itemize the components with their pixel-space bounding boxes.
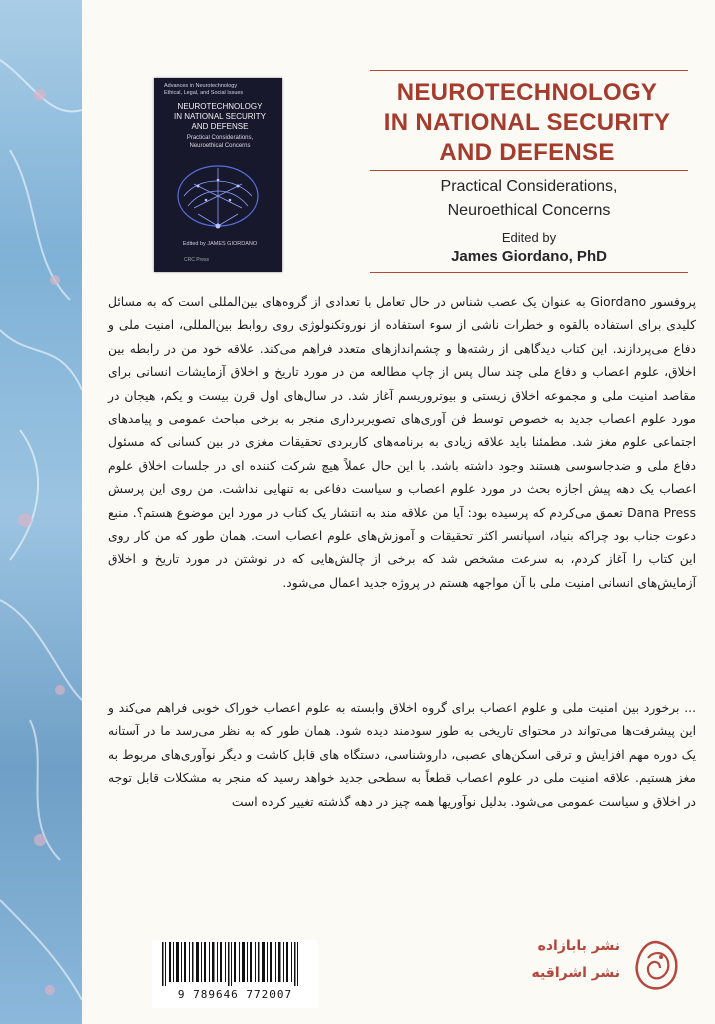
- header-bottom-rule: [370, 272, 688, 273]
- thumbnail-publisher: CRC Press: [184, 257, 210, 263]
- barcode-bars: [160, 942, 310, 986]
- description-paragraph-2: ... برخورد بین امنیت ملی و علوم اعصاب برای گروه اخلاق وابسته به علوم اعصاب خوراک خوبی فراهم می‌کند و این پیشرفت‌ها می‌تواند در محتوای تاریخی به طور سودمند دیده شود. همان طور که به نظر می‌رسد ما در آستانه یک دوره مهم افزایش و ترقی اسکن‌های عصبی، داروشناسی، دستگاه های قابل کاشت و دیگر نوآوری‌های مربوط به مغز هستیم. علاقه امنیت ملی در علوم اعصاب قطعاً به سطحی جدید خواهد رسید که منجر به مشکلات قابل توجه در اخلاق و سیاست عمومی می‌شود. بدلیل نوآوریها همه چیز در دهه گذشته تغییر کرده است: [108, 701, 696, 809]
- book-subtitle: Practical Considerations, Neuroethical Concerns: [440, 178, 618, 219]
- publisher-logo-icon: [632, 940, 680, 992]
- title-bottom-rule: [370, 170, 688, 171]
- publisher-name-2: نشر اشراقیه: [531, 965, 620, 981]
- title-top-rule: [370, 70, 688, 71]
- thumbnail-series: Advances in Neurotechnology Ethical, Legal, and Social Issues: [164, 83, 244, 96]
- editor-name: James Giordano, PhD: [451, 248, 607, 265]
- description-paragraph-1: پروفسور Giordano به عنوان یک عصب شناس در حال تعامل با تعدادی از گروه‌های بین‌المللی است که به مسائل کلیدی برای استفاده بالقوه و خطرات ناشی از سوء استفاده از نوروتکنولوژی روی روابط بین‌المللی، امنیت ملی و دفاع می‌پردازند. این کتاب دیدگاهی از رشته‌ها و چشم‌اندازهای متعدد فراهم می‌کند. علاقه خود من در رابطه بین اخلاق، علوم اعصاب و دفاع ملی چند سال پس از چاپ مطالعه من در مورد تاریخ و اخلاق آزمایشات انسانی برای مقاصد امنیت ملی و مجموعه اخلاق زیستی و بیوتروریسم آغاز شد. در سال‌های اول قرن بیست و یکم، هیجان در مورد علوم اعصاب جدید به خصوص توسط فن آوری‌های تصویربرداری منجر به برخی مباحث عمومی و پیامدهای اجتماعی علوم مغز شد. مطمئنا باید علاقه زیادی به برنامه‌های کاربردی تحقیقات مغزی در بین کسانی که مسئول دفاع ملی و ضدجاسوسی هستند وجود داشته باشد. با این حال عملاً هیچ شرکت کننده ای در جلسات اخلاق علوم اعصاب یک دهه پیش اجازه بحث در مورد علوم اعصاب و سیاست دفاعی به تنهایی نداشت. من روی این پرسش Dana Press تعمق می‌کردم که پرسیده بود: آیا من علاقه مند به انتشار یک کتاب در مورد این موضوع هستم؟. منبع دعوت جناب بود چراکه بنیاد، اسپانسر اکثر تحقیقات و آموزش‌های علوم اعصاب است. همان طور که من کار روی این کتاب را آغاز کردم، به سرعت مشخص شد که برخی از چالش‌هایی که در نوشتن در مورد تاریخ و اخلاق آزمایش‌های انسانی امنیت ملی با آن مواجهه هستم در پروژه جدید اعمال می‌شود.: [108, 295, 696, 590]
- thumbnail-title: NEUROTECHNOLOGY IN NATIONAL SECURITY AND DEFENSE: [173, 102, 266, 131]
- book-cover-thumbnail: [154, 78, 282, 272]
- brain-illustration: [154, 156, 282, 240]
- isbn-number: 9 789646 772007: [177, 988, 293, 1001]
- isbn-barcode: [152, 940, 318, 1008]
- publisher-name-1: نشر بابازاده: [537, 938, 620, 954]
- decorative-neuron-strip: [0, 0, 82, 1024]
- thumbnail-editor: Edited by JAMES GIORDANO: [182, 241, 258, 247]
- edited-by-label: Edited by: [501, 230, 557, 245]
- thumbnail-subtitle: Practical Considerations, Neuroethical Concerns: [186, 135, 254, 149]
- book-title: NEUROTECHNOLOGY IN NATIONAL SECURITY AND DEFENSE: [383, 79, 671, 166]
